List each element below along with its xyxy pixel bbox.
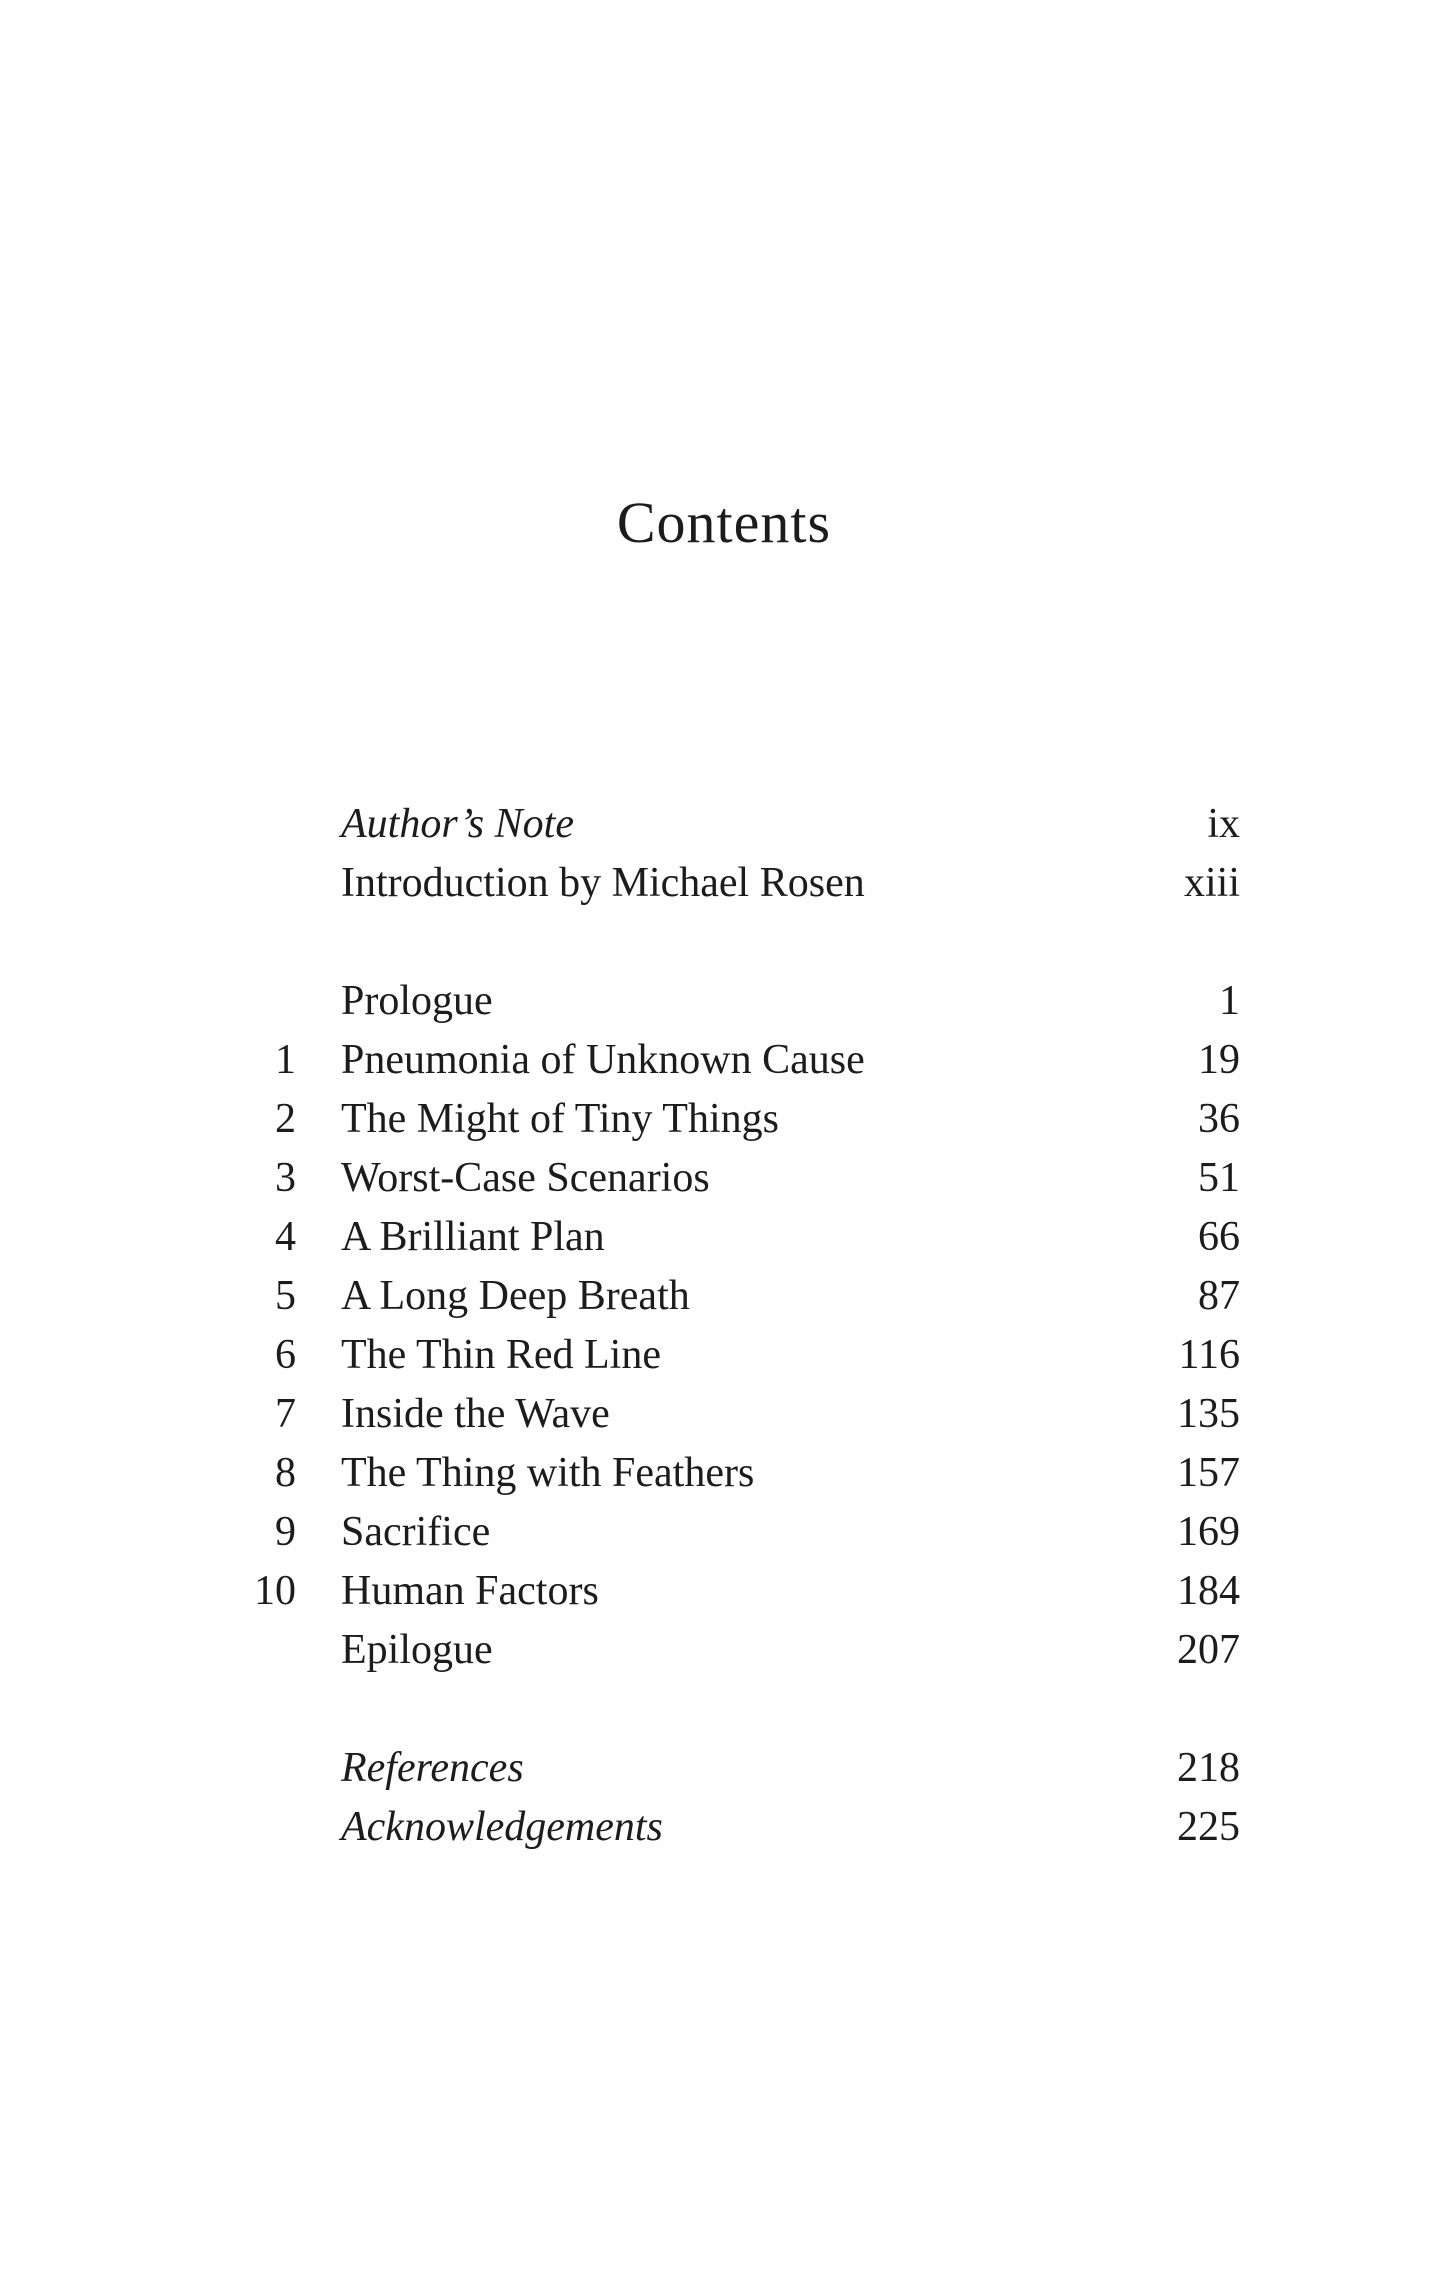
toc-chapters [230,972,1240,1680]
toc-page-number: 218 [1177,1745,1240,1791]
toc-entry [230,1031,1240,1090]
toc-entry-title: A Long Deep Breath [341,1273,690,1319]
toc-entry-title: Inside the Wave [341,1391,610,1437]
toc-entry-title: A Brilliant Plan [341,1214,605,1260]
toc-chapter-number: 10 [254,1568,296,1614]
toc-entry-title: Worst-Case Scenarios [341,1155,710,1201]
toc-page-number: 135 [1177,1391,1240,1437]
toc-page-number: 225 [1177,1804,1240,1850]
toc-chapter-number: 6 [275,1332,296,1378]
toc-entry-title: Sacrifice [341,1509,491,1555]
toc-entry-title: References [341,1745,524,1791]
toc-entry [230,1090,1240,1149]
toc-page-number: ix [1207,801,1240,847]
toc-entry [230,1798,1240,1857]
table-of-contents [230,795,1240,1916]
toc-entry [230,1267,1240,1326]
toc-entry-title: Author’s Note [341,801,574,847]
toc-entry [230,1149,1240,1208]
toc-page-number: 36 [1198,1096,1240,1142]
toc-entry-title: The Might of Tiny Things [341,1096,779,1142]
toc-entry [230,1621,1240,1680]
toc-back-matter [230,1739,1240,1857]
toc-entry-title: Epilogue [341,1627,493,1673]
toc-chapter-number: 1 [275,1037,296,1083]
toc-chapter-number: 3 [275,1155,296,1201]
toc-entry [230,795,1240,854]
toc-page-number: 169 [1177,1509,1240,1555]
toc-page-number: 116 [1178,1332,1240,1378]
toc-page-number: 87 [1198,1273,1240,1319]
toc-chapter-number: 7 [275,1391,296,1437]
toc-front-matter [230,795,1240,913]
toc-chapter-number: 8 [275,1450,296,1496]
toc-page-number: 51 [1198,1155,1240,1201]
toc-entry [230,1444,1240,1503]
toc-entry-title: Human Factors [341,1568,599,1614]
toc-entry [230,972,1240,1031]
toc-entry-title: Pneumonia of Unknown Cause [341,1037,865,1083]
toc-chapter-number: 2 [275,1096,296,1142]
toc-page-number: xiii [1183,860,1240,906]
toc-chapter-number: 4 [275,1214,296,1260]
toc-entry [230,1562,1240,1621]
toc-entry [230,1326,1240,1385]
toc-entry-title: Prologue [341,978,493,1024]
toc-entry-title: Introduction by Michael Rosen [341,860,865,906]
toc-entry [230,1503,1240,1562]
toc-page-number: 1 [1219,978,1240,1024]
toc-chapter-number: 5 [275,1273,296,1319]
toc-page-number: 157 [1177,1450,1240,1496]
toc-entry [230,854,1240,913]
toc-page-number: 207 [1177,1627,1240,1673]
toc-entry [230,1739,1240,1798]
toc-chapter-number: 9 [275,1509,296,1555]
toc-entry [230,1385,1240,1444]
toc-entry-title: The Thing with Feathers [341,1450,755,1496]
toc-entry [230,1208,1240,1267]
toc-entry-title: Acknowledgements [341,1804,663,1850]
page-title: Contents [616,490,832,555]
toc-page-number: 184 [1177,1568,1240,1614]
toc-entry-title: The Thin Red Line [341,1332,661,1378]
toc-page-number: 19 [1198,1037,1240,1083]
toc-page-number: 66 [1198,1214,1240,1260]
